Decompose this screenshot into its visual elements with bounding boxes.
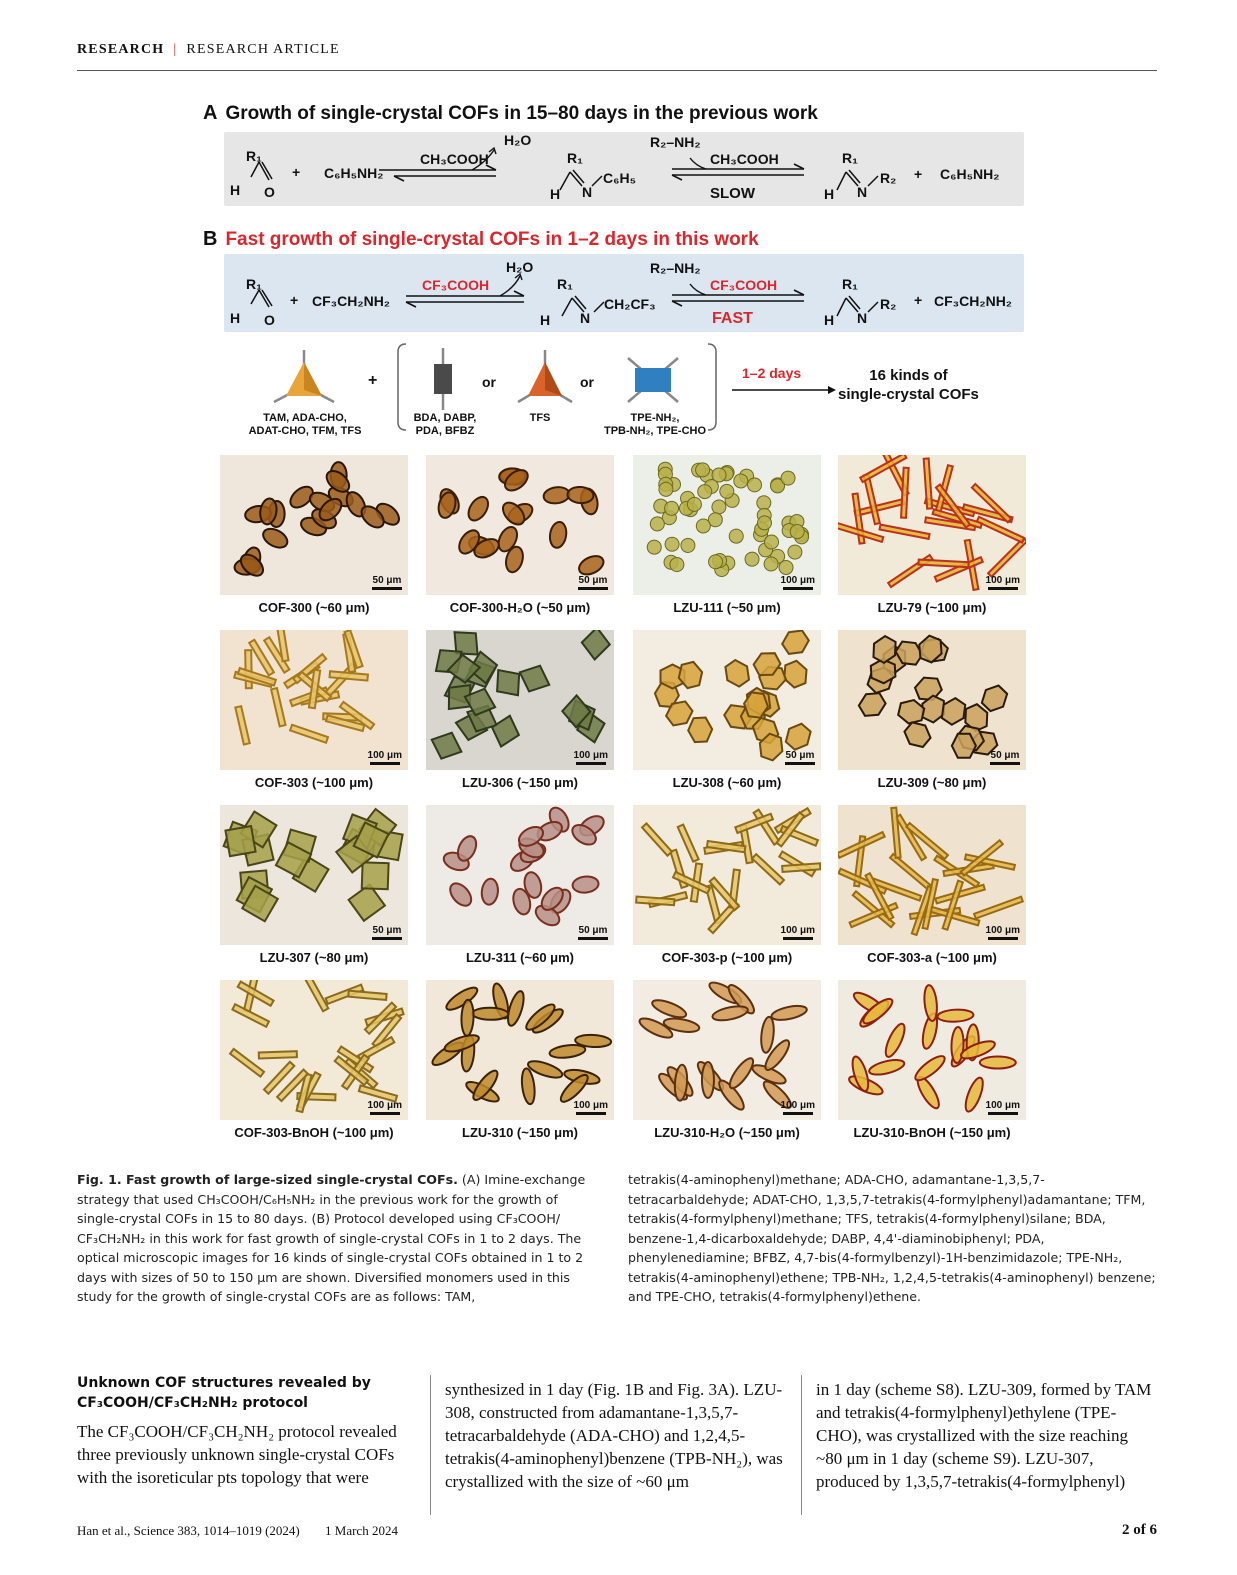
figure-caption-right	[628, 1170, 1158, 1307]
crystal	[461, 1000, 474, 1036]
panel-a-imine-h: H	[550, 186, 561, 202]
scale-bar-line	[576, 762, 606, 765]
scale-bar	[785, 750, 815, 765]
scale-bar-line	[988, 937, 1018, 940]
micrograph-image	[426, 630, 614, 770]
micrograph-image	[838, 980, 1026, 1120]
crystal	[882, 1021, 908, 1059]
micrograph-label: COF-303-BnOH (~100 μm)	[234, 1125, 394, 1140]
scale-bar-label: 100 μm	[573, 1100, 608, 1111]
panel-b-imine-r1: R₁	[557, 276, 573, 292]
crystal-image	[220, 630, 408, 770]
crystal	[890, 854, 932, 890]
scale-bar	[986, 575, 1020, 590]
micrograph-label: LZU-306 (~150 μm)	[462, 775, 578, 790]
tfs-node-icon	[518, 350, 572, 402]
crystal	[711, 1004, 749, 1023]
crystal	[868, 1057, 906, 1077]
panel-b-title-text: Fast growth of single-crystal COFs in 1–2 days in this work	[225, 229, 759, 250]
panel-b-prod-r2: R₂	[880, 296, 897, 312]
panel-b-r2nh2: R₂–NH₂	[650, 260, 701, 276]
crystal-image	[220, 455, 408, 595]
scale-bar-label: 100 μm	[573, 750, 608, 761]
crystal	[290, 725, 328, 743]
micrograph-image	[220, 805, 408, 945]
panel-a-scheme	[224, 132, 1024, 206]
panel-b-plus: +	[290, 292, 299, 308]
crystal	[721, 657, 754, 690]
panel-a-r2nh2: R₂–NH₂	[650, 134, 701, 150]
crystal	[711, 499, 727, 515]
panel-b-title	[203, 228, 759, 251]
scale-bar	[990, 750, 1020, 765]
caption-title: Fig. 1. Fast growth of large-sized single-crystal COFs.	[77, 1172, 458, 1187]
crystal	[237, 551, 267, 580]
scale-bar-label: 100 μm	[780, 1100, 815, 1111]
scale-bar-label: 50 μm	[372, 575, 402, 586]
scale-bar-line	[578, 937, 608, 940]
crystal	[912, 1052, 948, 1084]
or-2: or	[580, 374, 594, 390]
tetrahedral-node-icon	[274, 350, 334, 402]
arrow-head	[828, 386, 836, 394]
crystal	[464, 493, 492, 524]
micrograph-label: LZU-307 (~80 μm)	[259, 950, 369, 965]
crystal	[901, 468, 909, 518]
panel-a-speed: SLOW	[710, 185, 755, 202]
footer-page-number: 2 of 6	[1122, 1522, 1157, 1538]
scale-bar-line	[576, 1112, 606, 1115]
scale-bar-line	[578, 587, 608, 590]
scale-bar-line	[370, 762, 400, 765]
crystal	[757, 515, 772, 530]
crystal	[330, 671, 368, 680]
footer-citation-text: Han et al., Science 383, 1014–1019 (2024)	[77, 1523, 300, 1538]
micrograph-label: COF-300 (~60 μm)	[258, 600, 370, 615]
header-rule	[77, 70, 1157, 71]
panel-b-r1: R₁	[246, 276, 262, 292]
monomer-plus: +	[368, 372, 378, 389]
crystal	[678, 536, 698, 556]
panel-a-prod-r2: R₂	[880, 170, 897, 186]
crystal	[760, 1016, 776, 1053]
arrow-label: 1–2 days	[742, 365, 802, 381]
crystal-image	[838, 630, 1026, 770]
panel-a-prod-n: N	[857, 184, 868, 200]
crystal	[650, 997, 688, 1021]
micrograph-label: LZU-311 (~60 μm)	[465, 950, 575, 965]
micrograph-label: LZU-310-H₂O (~150 μm)	[654, 1125, 800, 1140]
scale-bar	[578, 575, 608, 590]
panel-b-imine-h: H	[540, 312, 551, 328]
micrograph-image	[838, 805, 1026, 945]
micrograph-image	[633, 455, 821, 595]
crystal	[678, 825, 699, 862]
scale-bar-label: 100 μm	[367, 750, 402, 761]
crystal	[688, 717, 713, 742]
scale-bar-line	[372, 937, 402, 940]
micrograph-label: COF-300-H₂O (~50 μm)	[449, 600, 591, 615]
micrograph-image	[838, 455, 1026, 595]
panel-a-title	[203, 102, 818, 125]
crystal	[642, 823, 672, 855]
panel-b-o: O	[264, 312, 275, 328]
panel-a-letter: A	[203, 102, 218, 124]
crystal	[259, 1051, 297, 1058]
micrograph-image	[426, 455, 614, 595]
panel-b-product-amine: CF₃CH₂NH₂	[934, 293, 1013, 309]
caption-right-text: tetrakis(4-aminophenyl)methane; ADA-CHO, adamantane-1,3,5,7-tetracarbaldehyde; ADAT-CHO, 1,3,5,7-tetrakis(4-formylphenyl)adamantane; TFM, tetrakis(4-formylphenyl)methane; TFS, tetrakis(4-formylphenyl)silane; BDA, benzene-1,4-dicarboxaldehyde; DABP, 4,4'-diaminobiphenyl; PDA, phenylenediamine; BFBZ, 4,7-bis(4-formylbenzyl)-1H-benzimidazole; TPE-NH₂, tetrakis(4-aminophenyl)ethene; TPB-NH₂, 1,2,4,5-tetrakis(4-aminophenyl) benzene; and TPE-CHO, tetrakis(4-formylphenyl)ethene.	[628, 1172, 1156, 1304]
panel-a-o: O	[264, 184, 275, 200]
or-1: or	[482, 374, 496, 390]
panel-a-imine-n: N	[582, 184, 593, 200]
crystal	[235, 706, 249, 744]
crystal	[974, 897, 1023, 919]
crystal	[880, 525, 930, 539]
panel-b-prod-h: H	[824, 312, 835, 328]
scale-bar-label: 100 μm	[780, 575, 815, 586]
panel-b-speed: FAST	[712, 310, 753, 327]
panel-a-catalyst: CH₃COOH	[420, 151, 489, 167]
crystal	[514, 659, 554, 697]
micrograph-image	[838, 630, 1026, 770]
scale-bar-line	[372, 587, 402, 590]
crystal	[481, 878, 500, 906]
panel-a-title-text: Growth of single-crystal COFs in 15–80 days in the previous work	[225, 103, 818, 124]
micrograph-image	[633, 630, 821, 770]
crystal-image	[426, 455, 614, 595]
crystal	[646, 539, 662, 555]
panel-a-water: H₂O	[504, 132, 532, 148]
panel-b-imine-sub: CH₂CF₃	[604, 296, 656, 312]
scale-bar-line	[988, 1112, 1018, 1115]
crystal	[520, 1068, 536, 1105]
panel-a-r1: R₁	[246, 148, 262, 164]
crystal-image	[838, 455, 1026, 595]
crystal	[980, 1057, 1016, 1069]
scale-bar-label: 50 μm	[578, 925, 608, 936]
panel-b-letter: B	[203, 228, 218, 250]
body-column-1: The CF₃COOH/CF₃CH₂NH₂ protocol revealed three previously unknown single-crystal COFs with the isoreticular pts topology that were	[77, 1422, 397, 1487]
crystal-image	[633, 630, 821, 770]
panel-b-water: H₂O	[506, 259, 534, 275]
crystal	[362, 862, 389, 889]
scale-bar	[368, 750, 402, 765]
header-separator: |	[173, 42, 178, 57]
scale-bar-label: 50 μm	[372, 925, 402, 936]
crystal	[977, 517, 1024, 543]
panel-a-imine-sub: C₆H₅	[603, 170, 636, 186]
crystal	[446, 879, 475, 909]
crystal	[770, 1003, 808, 1022]
crystal	[225, 826, 255, 856]
micrograph-image	[426, 980, 614, 1120]
crystal	[782, 863, 820, 872]
panel-b-amine: CF₃CH₂NH₂	[312, 293, 391, 309]
scale-bar-line	[783, 937, 813, 940]
crystal	[943, 881, 963, 930]
crystal	[309, 670, 320, 708]
column-rule-2	[801, 1375, 802, 1515]
section-subhead: Unknown COF structures revealed by CF₃COOH/CF₃CH₂NH₂ protocol	[77, 1375, 371, 1411]
scale-bar	[574, 750, 608, 765]
linear-label: BDA, DABP, PDA, BFBZ	[413, 412, 477, 437]
panel-a-product-amine: C₆H₅NH₂	[940, 166, 1000, 182]
crystal	[962, 1076, 986, 1114]
scale-bar-line	[783, 1112, 813, 1115]
crystal	[918, 560, 968, 568]
crystal	[348, 991, 386, 1000]
micrograph-image	[220, 980, 408, 1120]
scale-bar-label: 100 μm	[985, 1100, 1020, 1111]
tetrahedral-label: TAM, ADA-CHO, ADAT-CHO, TFM, TFS	[248, 412, 362, 437]
panel-b-plus2: +	[914, 292, 923, 308]
crystal	[937, 1009, 974, 1023]
scale-bar-label: 100 μm	[985, 925, 1020, 936]
crystal	[549, 1043, 586, 1059]
crystal	[543, 486, 571, 505]
micrograph-image	[220, 455, 408, 595]
scale-bar	[578, 925, 608, 940]
linear-linker-icon	[434, 348, 452, 410]
scale-bar	[986, 925, 1020, 940]
crystal	[702, 1062, 714, 1098]
crystal	[548, 521, 568, 549]
panel-a-catalyst2: CH₃COOH	[710, 151, 779, 167]
panel-b-scheme	[224, 254, 1024, 332]
scale-bar-line	[988, 587, 1018, 590]
scale-bar-label: 100 μm	[985, 575, 1020, 586]
crystal-image	[220, 805, 408, 945]
crystal-image	[838, 980, 1026, 1120]
micrograph-image	[220, 630, 408, 770]
running-header	[77, 42, 340, 58]
scale-bar-line	[370, 1112, 400, 1115]
crystal	[901, 718, 935, 752]
column-rule-1	[430, 1375, 431, 1515]
scale-bar-line	[783, 587, 813, 590]
scale-bar	[372, 575, 402, 590]
panel-a-amine: C₆H₅NH₂	[324, 165, 384, 181]
crystal	[781, 720, 815, 754]
crystal	[779, 630, 812, 659]
micrograph-label: LZU-310-BnOH (~150 μm)	[853, 1125, 1011, 1140]
panel-b-catalyst2: CF₃COOH	[710, 277, 778, 293]
scale-bar	[781, 575, 815, 590]
body-column-3: in 1 day (scheme S8). LZU-309, formed by TAM and tetrakis(4-formylphenyl)ethylene (TPE-CHO), was crystallized with the size reaching ~80 μm in 1 day (scheme S9). LZU-307, produced by 1,3,5,7-tetrakis(4-formylphenyl)	[816, 1380, 1152, 1491]
panel-b-imine-n: N	[580, 310, 591, 326]
micrograph-label: COF-303-p (~100 μm)	[661, 950, 793, 965]
scale-bar-label: 50 μm	[990, 750, 1020, 761]
crystal	[988, 538, 1026, 577]
result-label: 16 kinds of single-crystal COFs	[838, 367, 979, 403]
crystal	[864, 474, 880, 524]
crystal	[567, 486, 594, 504]
crystal	[897, 697, 926, 726]
panel-a-plus: +	[292, 164, 301, 180]
panel-a-plus2: +	[914, 166, 923, 182]
crystal-image	[220, 980, 408, 1120]
crystal	[636, 897, 674, 906]
crystal	[952, 734, 976, 758]
header-type: RESEARCH ARTICLE	[186, 42, 340, 57]
rectangular-node-icon	[628, 358, 678, 402]
micrograph-image	[426, 805, 614, 945]
crystal	[349, 885, 385, 921]
micrograph-image	[633, 805, 821, 945]
caption-left-text: (A) Imine-exchange strategy that used CH₃COOH/C₆H₅NH₂ in the previous work for the growth of single-crystal COFs in 15 to 80 days. (B) Protocol developed using CF₃COOH/ CF₃CH₂NH₂ in this work for fast growth of single-crystal COFs in 1 to 2 days. The optical microscopic images for 16 kinds of single-crystal COFs obtained in 1 to 2 days with sizes of 50 to 150 μm are shown. Diversified monomers used in this study for the growth of single-crystal COFs are as follows: TAM,	[77, 1172, 586, 1304]
crystal-image	[426, 630, 614, 770]
crystal	[923, 985, 939, 1022]
panel-a-imine-r1: R₁	[567, 150, 583, 166]
scale-bar-label: 100 μm	[780, 925, 815, 936]
scale-bar	[372, 925, 402, 940]
crystal-image	[838, 805, 1026, 945]
crystal	[786, 543, 803, 560]
panel-a-prod-h: H	[824, 186, 835, 202]
micrograph-label: LZU-111 (~50 μm)	[673, 600, 781, 615]
micrograph-image	[633, 980, 821, 1120]
crystal-image	[426, 805, 614, 945]
crystal	[849, 1055, 871, 1093]
micrograph-label: LZU-308 (~60 μm)	[672, 775, 782, 790]
crystal	[271, 688, 285, 726]
figure-caption-left	[77, 1170, 597, 1307]
crystal-image	[633, 805, 821, 945]
crystal	[305, 980, 329, 1011]
crystal-image	[633, 455, 821, 595]
panel-b-prod-r1: R₁	[842, 276, 858, 292]
scale-bar-line	[990, 762, 1020, 765]
micrograph-label: LZU-309 (~80 μm)	[877, 775, 987, 790]
scale-bar-label: 50 μm	[578, 575, 608, 586]
micrograph-label: COF-303-a (~100 μm)	[867, 950, 997, 965]
micrograph-label: COF-303 (~100 μm)	[254, 775, 374, 790]
crystal	[260, 525, 290, 551]
footer-citation	[77, 1523, 398, 1539]
crystal	[663, 535, 682, 554]
footer-date: 1 March 2024	[325, 1523, 398, 1538]
tfs-label: TFS	[529, 412, 551, 424]
crystal	[854, 499, 904, 516]
crystal	[472, 1007, 508, 1020]
panel-a-prod-r1: R₁	[842, 150, 858, 166]
micrograph-label: LZU-310 (~150 μm)	[462, 1125, 578, 1140]
scale-bar	[986, 1100, 1020, 1115]
panel-b-prod-n: N	[857, 310, 868, 326]
crystal	[572, 875, 600, 894]
crystal	[752, 854, 784, 884]
micrograph-label: LZU-79 (~100 μm)	[877, 600, 987, 615]
scale-bar	[574, 1100, 608, 1115]
body-column-2: synthesized in 1 day (Fig. 1B and Fig. 3A). LZU-308, constructed from adamantane-1,3,5,7-tetracarbaldehyde (ADA-CHO) and 1,2,4,5-tetrakis(4-aminophenyl)benzene (TPB-NH₂), was crystallized with the size of ~60 μm	[445, 1380, 783, 1491]
scale-bar-line	[785, 762, 815, 765]
scale-bar	[781, 1100, 815, 1115]
header-section: RESEARCH	[77, 42, 165, 57]
crystal	[581, 630, 611, 660]
scale-bar	[368, 1100, 402, 1115]
panel-b-h: H	[230, 310, 241, 326]
scale-bar	[781, 925, 815, 940]
scale-bar-label: 50 μm	[785, 750, 815, 761]
crystal	[726, 1055, 757, 1091]
crystal	[727, 527, 745, 545]
crystal-image	[633, 980, 821, 1120]
panel-a-h: H	[230, 182, 241, 198]
rect-label: TPE-NH₂, TPB-NH₂, TPE-CHO	[603, 412, 707, 437]
crystal	[856, 688, 889, 721]
crystal	[426, 727, 466, 765]
crystal-image	[426, 980, 614, 1120]
panel-b-catalyst: CF₃COOH	[422, 277, 490, 293]
scale-bar-label: 100 μm	[367, 1100, 402, 1111]
